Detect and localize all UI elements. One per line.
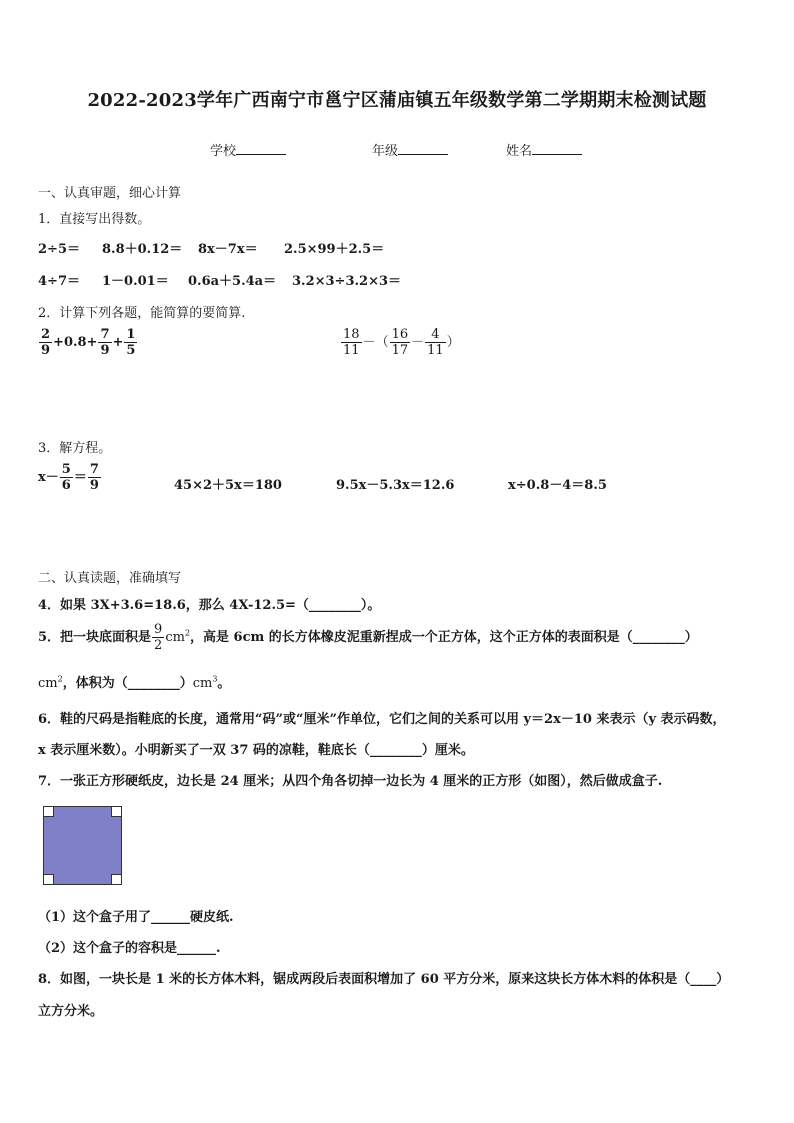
q5-line-1: 5．把一块底面积是 $\frac{9}{2}$ $cm^2$，高是 6cm 的长方体橡皮泥重新捏成一个正方体，这个正方体的表面积是（________） [38,622,698,653]
section1-heading: 一、认真审题，细心计算 [38,186,182,201]
cut-corner-square [43,874,54,885]
q3-equation-2: 45×2＋5x＝180 [174,478,282,493]
name-label: 姓名 [506,144,533,159]
fraction: $\frac{16}{17}$ [391,327,409,358]
q3-label: 3．解方程。 [38,441,112,456]
q2-label: 2．计算下列各题，能简算的要简算. [38,306,246,321]
q3-equation-1: x－ $\frac{5}{6}$ ＝ $\frac{7}{9}$ [38,462,99,493]
q1-item: 8.8＋0.12＝ [102,242,183,257]
q1-item: 1－0.01＝ [102,274,169,289]
q1-item: 2÷5＝ [38,242,80,257]
fraction: $\frac{1}{5}$ [126,327,136,358]
q1-label: 1．直接写出得数。 [38,212,151,227]
page-title: 2022-2023学年广西南宁市邕宁区蒲庙镇五年级数学第二学期期末检测试题 [87,90,707,111]
fraction: $\frac{9}{2}$ [154,622,163,653]
q1-item: 8x－7x＝ [198,242,258,257]
q5-line-2: $cm^2$，体积为$(\_\_\_\_\_\_\_\_)cm^3$。 [38,674,231,691]
q1-item: 3.2×3÷3.2×3＝ [292,274,402,289]
grade-field [372,140,448,159]
q1-item: 0.6a＋5.4a＝ [188,274,277,289]
fraction: $\frac{7}{9}$ [100,327,110,358]
school-label: 学校 [210,144,237,159]
q7-sub-2: （2）这个盒子的容积是______. [38,941,221,956]
q3-equation-4: x÷0.8－4＝8.5 [508,478,607,493]
q2-expression-1: $\frac{2}{9}$ +0.8+ $\frac{7}{9}$ + $\frac{1}{5}$ [41,327,136,358]
q1-item: 2.5×99＋2.5＝ [284,242,385,257]
fraction: $\frac{4}{11}$ [427,327,444,358]
school-blank[interactable] [236,142,286,155]
q7-text: 7．一张正方形硬纸皮，边长是 24 厘米；从四个角各切掉一边长为 4 厘米的正方形（如图），然后做成盒子. [38,774,663,789]
q6-line-2: x 表示厘米数）。小明新买了一双 37 码的凉鞋，鞋底长（________）厘米。 [38,743,474,758]
q7-sub-1: （1）这个盒子用了______硬皮纸. [38,910,234,925]
q8-line-1: 8．如图，一块长是 1 米的长方体木料，锯成两段后表面积增加了 60 平方分米，原来这块长方体木料的体积是（____） [38,972,730,987]
school-field [210,140,286,159]
q1-item: 4÷7＝ [38,274,80,289]
name-field [506,140,582,159]
q4-text: 4．如果 3X+3.6=18.6，那么 4X-12.5=（________）。 [38,598,381,613]
square-cardboard-figure [43,806,122,885]
fraction: $\frac{5}{6}$ [61,462,71,493]
cut-corner-square [111,874,122,885]
fraction: $\frac{2}{9}$ [41,327,51,358]
cut-corner-square [43,806,54,817]
q3-equation-3: 9.5x－5.3x＝12.6 [336,478,455,493]
cut-corner-square [111,806,122,817]
fraction: $\frac{18}{11}$ [343,327,360,358]
name-blank[interactable] [532,142,582,155]
fraction: $\frac{7}{9}$ [89,462,99,493]
q8-line-2: 立方分米。 [38,1004,104,1019]
section2-heading: 二、认真读题，准确填写 [38,571,182,586]
q2-expression-2: $\frac{18}{11}$ －（ $\frac{16}{17}$ － $\frac{4}{11}$ ） [343,327,460,358]
grade-blank[interactable] [398,142,448,155]
grade-label: 年级 [372,144,399,159]
q6-line-1: 6．鞋的尺码是指鞋底的长度，通常用“码”或“厘米”作单位，它们之间的关系可以用 y＝2x－10 来表示（y 表示码数， [38,712,726,727]
